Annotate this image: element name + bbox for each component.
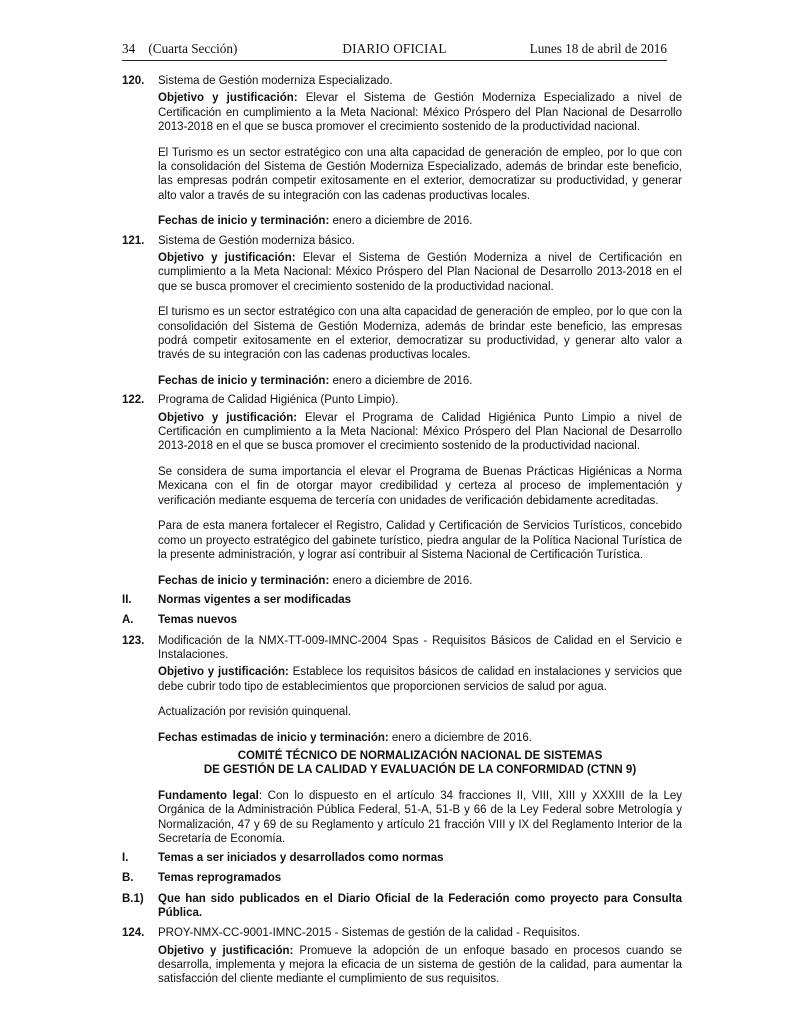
item-number: 120. <box>122 75 145 87</box>
paragraph <box>158 944 682 987</box>
list-item <box>122 871 682 885</box>
paragraph-label: Objetivo y justificación: <box>158 666 289 679</box>
document-body <box>122 74 682 992</box>
paragraph-label: Fechas estimadas de inicio y terminación: <box>158 732 389 745</box>
paragraph <box>158 411 682 454</box>
item-number: 124. <box>122 927 145 940</box>
paragraph-text: : Con lo dispuesto en el artículo 34 fracciones II, VIII, XIII y XXXIII de la Ley Orgánica de la Administración Pública Federal, 51-A, 51-B y 66 de la Ley Federal sobre Metrología y Normalización, 47 y 69 de su Reglamento y artículo 21 fracción VIII y IX del Reglamento Interior de la Secretaría de Economía. <box>158 789 683 845</box>
item-number: II. <box>122 594 132 607</box>
item-number: B. <box>122 872 134 885</box>
list-item <box>122 926 682 940</box>
paragraph-text: enero a diciembre de 2016. <box>329 574 473 587</box>
paragraph-text: Promueve la adopción de un enfoque basado en procesos cuando se desarrolla, implementa y mejora la eficacia de un sistema de gestión de la calidad, para aumentar la satisfacción del cliente mediante el cumplimiento de sus requisitos. <box>158 944 682 986</box>
paragraph <box>158 574 682 588</box>
item-number: 121. <box>122 234 145 247</box>
publication-title: DIARIO OFICIAL <box>342 41 447 56</box>
paragraph <box>158 519 682 562</box>
paragraph-label: Fechas de inicio y terminación: <box>158 215 330 228</box>
committee-heading-line: DE GESTIÓN DE LA CALIDAD Y EVALUACIÓN DE LA CONFORMIDAD (CTNN 9) <box>203 763 637 776</box>
page-number: 34 <box>122 41 136 56</box>
paragraph <box>158 789 682 846</box>
item-title: PROY-NMX-CC-9001-IMNC-2015 - Sistemas de gestión de la calidad - Requisitos. <box>158 927 581 940</box>
list-item <box>122 634 682 663</box>
paragraph-text: Actualización por revisión quinquenal. <box>158 706 352 719</box>
paragraph <box>158 465 682 508</box>
paragraph-text: El Turismo es un sector estratégico con una alta capacidad de generación de empleo, por lo que con la consolidación del Sistema de Gestión Moderniza Especializado, además de brindar este beneficio, las empresas podrán competir exitosamente en el exterior, democratizar su productividad, y generar alto valor a través de su integración con las cadenas productivas locales. <box>158 146 682 202</box>
committee-heading <box>158 750 682 777</box>
paragraph-text: Establece los requisitos básicos de calidad en instalaciones y servicios que debe cubrir todo tipo de establecimientos que proporcionen servicios de salud por agua. <box>158 666 683 693</box>
item-title: Sistema de Gestión moderniza básico. <box>158 234 355 247</box>
paragraph-label: Objetivo y justificación: <box>158 92 298 105</box>
paragraph <box>158 374 682 388</box>
paragraph-text: Se considera de suma importancia el elevar el Programa de Buenas Prácticas Higiénicas a Norma Mexicana con el fin de otorgar mayor credibilidad y certeza al proceso de implementación y verificación mediante esquema de tercería con unidades de verificación debidamente acreditadas. <box>158 466 682 507</box>
section-heading: Temas a ser iniciados y desarrollados como normas <box>158 852 444 865</box>
item-title: Modificación de la NMX-TT-009-IMNC-2004 Spas - Requisitos Básicos de Calidad en el Servicio e Instalaciones. <box>158 634 682 661</box>
paragraph <box>158 91 682 134</box>
item-number: 123. <box>122 634 145 647</box>
paragraph <box>158 214 682 228</box>
paragraph-label: Fechas de inicio y terminación: <box>158 375 330 388</box>
committee-heading-line: COMITÉ TÉCNICO DE NORMALIZACIÓN NACIONAL DE SISTEMAS <box>237 750 603 763</box>
paragraph <box>158 665 682 694</box>
paragraph-text: El turismo es un sector estratégico con una alta capacidad de generación de empleo, por lo que con la consolidación del Sistema de Gestión Moderniza, además de brindar este beneficio, las empresas podrá competir exitosamente en el exterior, democratizar su productividad, y generar alto valor a través de su integración con las cadenas productivas locales. <box>158 306 682 362</box>
list-item <box>122 892 682 921</box>
paragraph <box>158 146 682 203</box>
paragraph-text: enero a diciembre de 2016. <box>388 732 532 745</box>
paragraph-text: enero a diciembre de 2016. <box>329 375 473 388</box>
paragraph-label: Objetivo y justificación: <box>158 411 298 424</box>
paragraph-label: Fechas de inicio y terminación: <box>158 574 330 587</box>
paragraph-text: Elevar el Programa de Calidad Higiénica Punto Limpio a nivel de Certificación en cumplimiento a la Meta Nacional: México Próspero del Plan Nacional de Desarrollo 2013-2018 en el que se busca promover el crecimiento sostenido de la productividad nacional. <box>158 411 682 453</box>
paragraph-text: enero a diciembre de 2016. <box>329 215 473 228</box>
section-heading: Normas vigentes a ser modificadas <box>158 594 352 607</box>
item-number: 122. <box>122 394 145 407</box>
paragraph-label: Objetivo y justificación: <box>158 251 296 264</box>
paragraph-label: Objetivo y justificación: <box>158 944 294 957</box>
paragraph-text: Para de esta manera fortalecer el Registro, Calidad y Certificación de Servicios Turísticos, concebido como un proyecto estratégico del gabinete turístico, piedra angular de la Política Nacional Turística de la presente administración, y lograr así contribuir al Sistema Nacional de Certificación Turística. <box>158 520 682 562</box>
item-title: Sistema de Gestión moderniza Especializado. <box>158 75 393 87</box>
paragraph <box>158 705 682 719</box>
paragraph-label: Fundamento legal <box>158 789 259 802</box>
section-heading: Temas nuevos <box>158 614 238 627</box>
list-item <box>122 74 682 88</box>
paragraph-text: Elevar el Sistema de Gestión Moderniza a nivel de Certificación en cumplimiento a la Meta Nacional: México Próspero del Plan Nacional de Desarrollo 2013-2018 en el que se busca promover el crecimiento sostenido de la productividad nacional. <box>158 251 682 293</box>
publication-date: Lunes 18 de abril de 2016 <box>529 41 667 56</box>
paragraph <box>158 251 682 294</box>
list-item <box>122 393 682 407</box>
paragraph <box>158 731 682 745</box>
section-heading: Temas reprogramados <box>158 872 282 885</box>
list-item <box>122 234 682 248</box>
header-rule <box>122 60 667 61</box>
item-title: Programa de Calidad Higiénica (Punto Limpio). <box>158 394 399 407</box>
item-number: A. <box>122 614 134 627</box>
item-number: B.1) <box>122 892 144 905</box>
item-number: I. <box>122 852 129 865</box>
page-header <box>122 41 667 61</box>
paragraph <box>158 305 682 362</box>
list-item <box>122 613 682 627</box>
section-label: (Cuarta Sección) <box>148 41 238 56</box>
list-item <box>122 851 682 865</box>
section-heading: Que han sido publicados en el Diario Oficial de la Federación como proyecto para Consulta Pública. <box>158 892 682 920</box>
paragraph-text: Elevar el Sistema de Gestión Moderniza Especializado a nivel de Certificación en cumplimiento a la Meta Nacional: México Próspero del Plan Nacional de Desarrollo 2013-2018 en el que se busca promover el crecimiento sostenido de la productividad nacional. <box>158 92 682 133</box>
list-item <box>122 593 682 607</box>
